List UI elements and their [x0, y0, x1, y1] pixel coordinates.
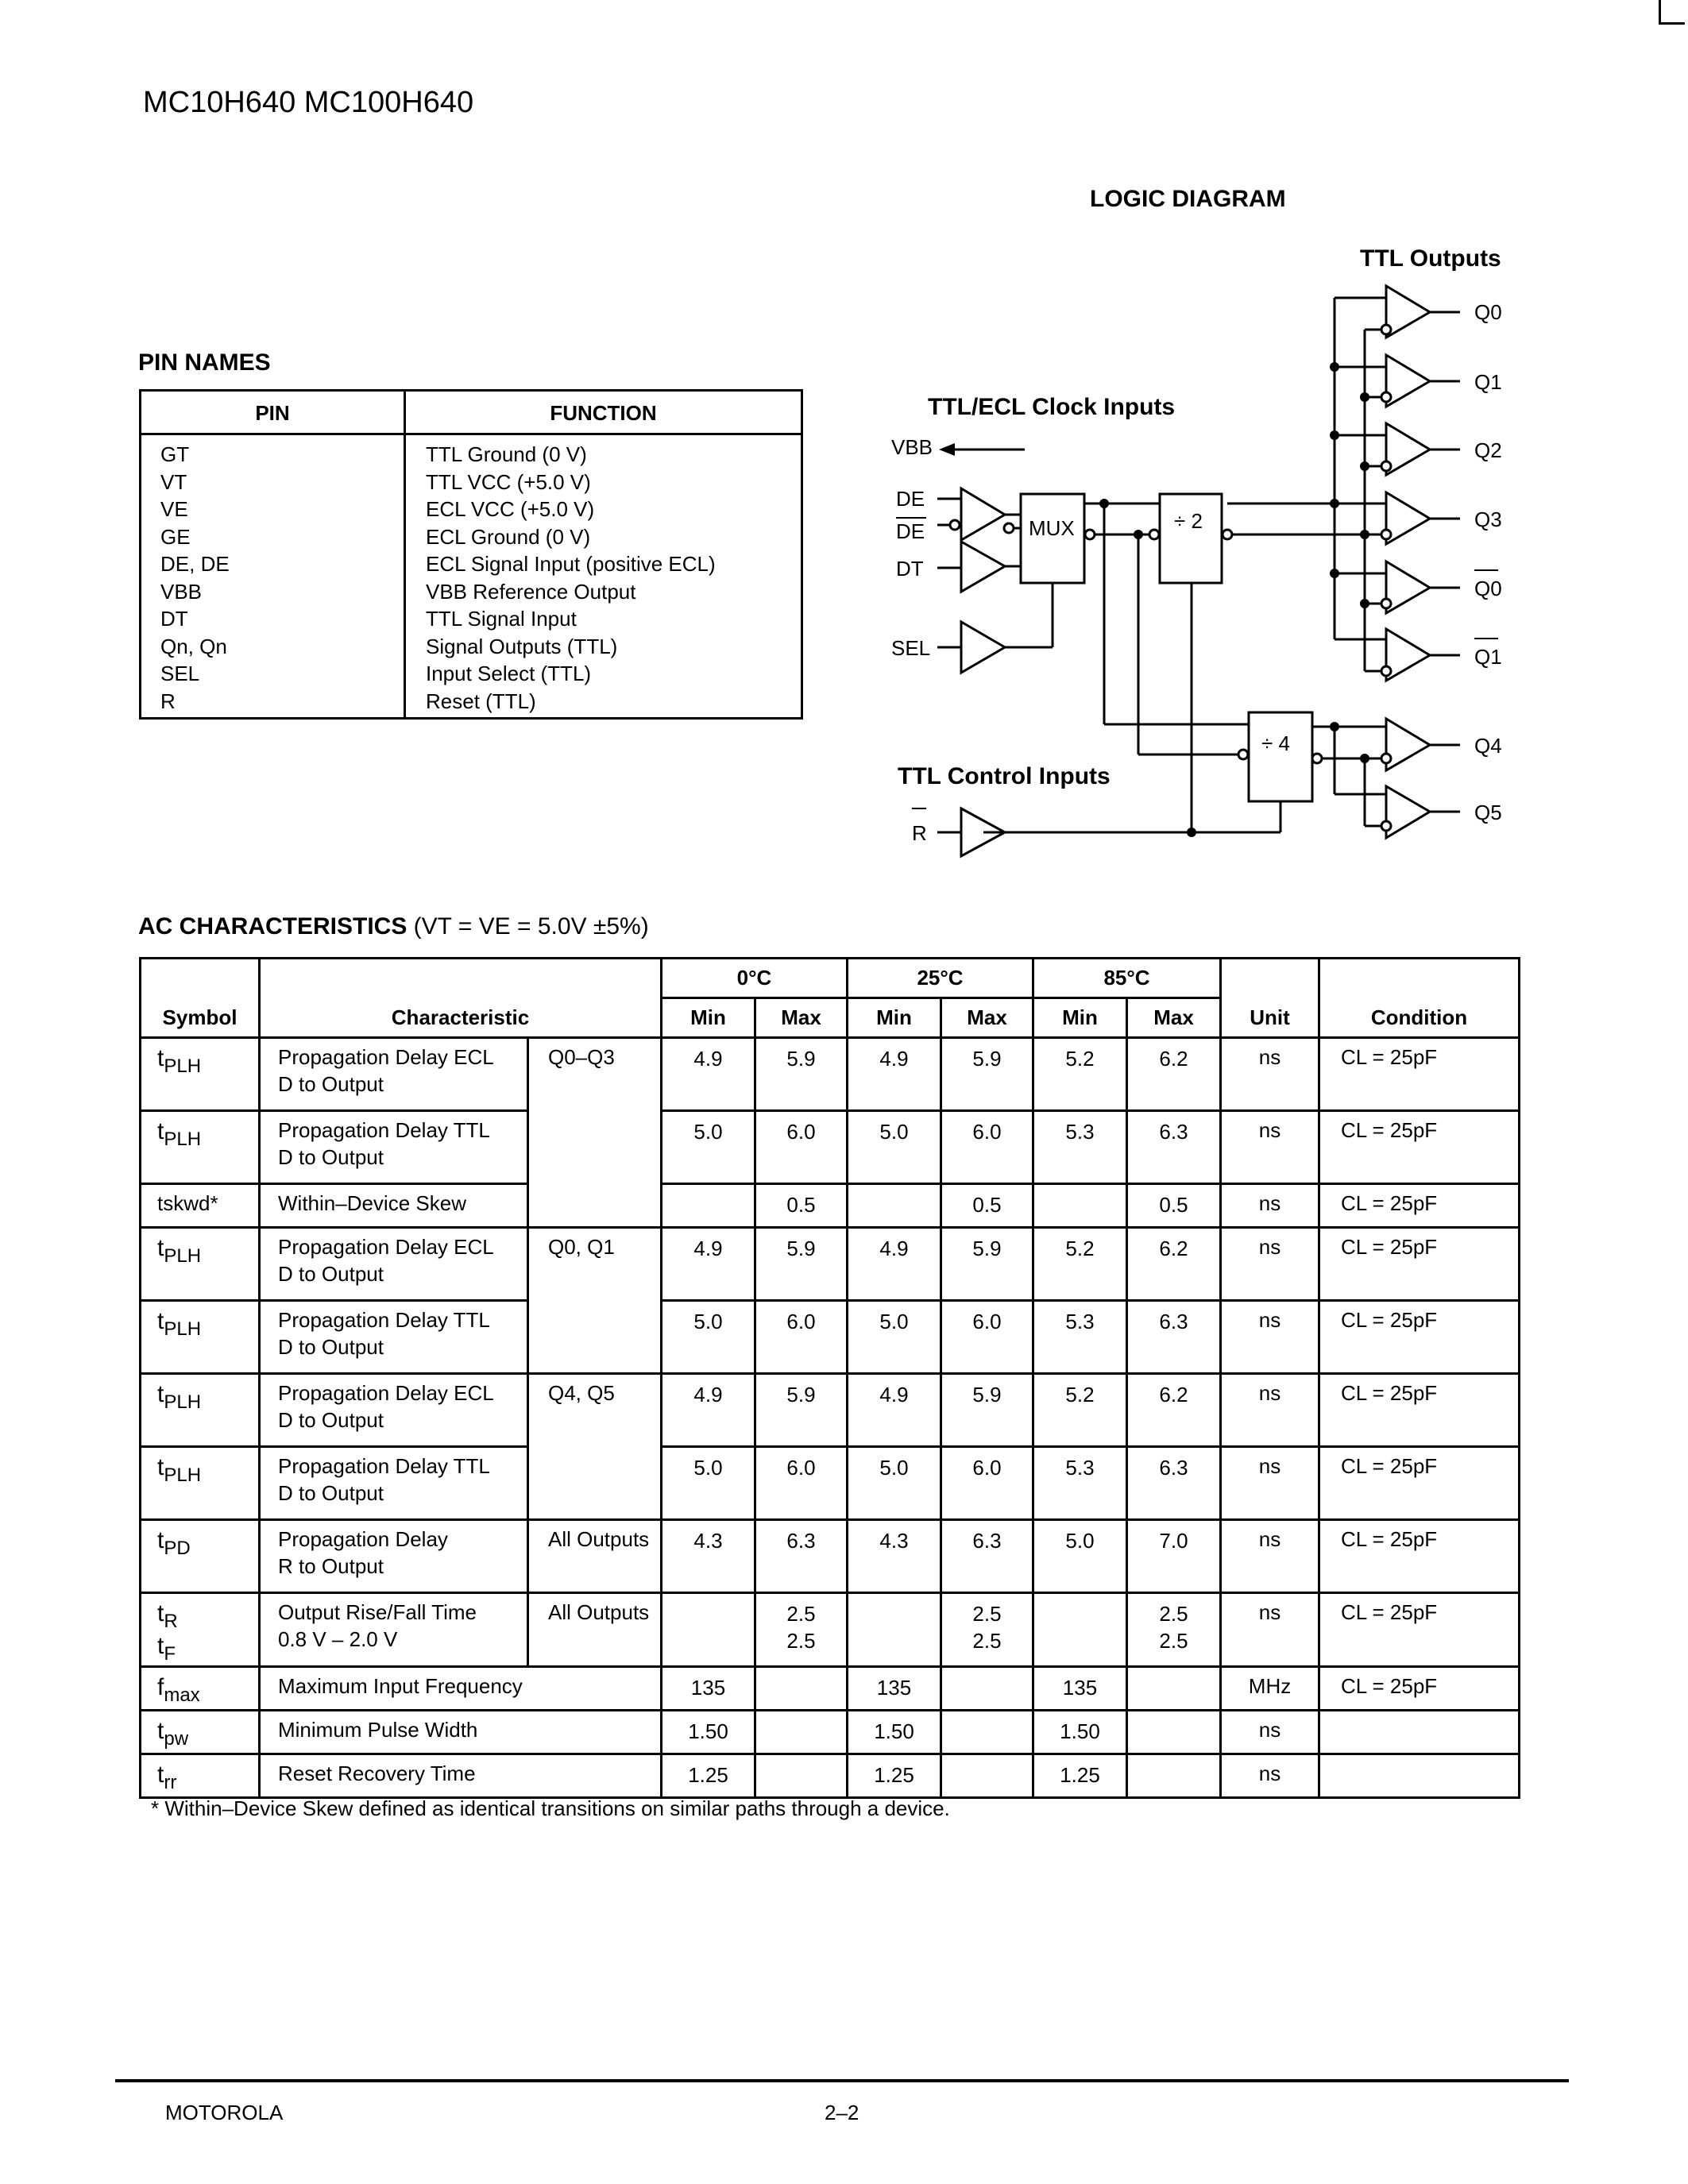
value-cell: 5.0 [848, 1447, 941, 1520]
value-cell [1033, 1184, 1127, 1228]
logic-diagram-title: LOGIC DIAGRAM [1090, 186, 1286, 212]
characteristic-cell: Propagation Delay ECL D to Output [260, 1374, 528, 1447]
div4-label: ÷ 4 [1261, 731, 1290, 755]
value-cell: 4.9 [848, 1038, 941, 1111]
pin-function: Input Select (TTL) [426, 662, 592, 685]
pin-name: VE [160, 497, 188, 521]
characteristic-cell: Propagation Delay TTL D to Output [260, 1301, 528, 1374]
characteristic-cell: Minimum Pulse Width [260, 1711, 662, 1754]
value-cell [662, 1593, 755, 1667]
q0-label: Q0 [1474, 300, 1502, 324]
table-row [141, 1520, 1520, 1593]
value-cell: 5.3 [1033, 1301, 1127, 1374]
value-cell [662, 1184, 755, 1228]
value-cell [755, 1667, 848, 1711]
value-cell: 0.5 [941, 1184, 1033, 1228]
value-cell: 6.3 [1127, 1447, 1221, 1520]
value-cell [1127, 1754, 1221, 1798]
pin-column [160, 441, 230, 715]
temp-25c-header: 25°C [848, 959, 1033, 998]
control-inputs-label: TTL Control Inputs [898, 763, 1111, 789]
unit-cell: ns [1221, 1447, 1319, 1520]
value-cell: 6.0 [755, 1111, 848, 1184]
value-cell [848, 1593, 941, 1667]
value-cell [755, 1754, 848, 1798]
characteristic-cell: Propagation Delay TTL D to Output [260, 1111, 528, 1184]
page-number: 2–2 [825, 2101, 859, 2124]
condition-cell: CL = 25pF [1319, 1228, 1520, 1301]
value-cell: 6.0 [941, 1111, 1033, 1184]
value-cell [1127, 1667, 1221, 1711]
value-cell [941, 1754, 1033, 1798]
symbol-cell: $t_{rr}$ [141, 1754, 260, 1798]
page-corner-mark [1659, 0, 1685, 25]
ttl-outputs-label: TTL Outputs [1360, 245, 1501, 272]
value-cell [848, 1184, 941, 1228]
value-cell [1127, 1711, 1221, 1754]
footnote: * Within–Device Skew defined as identical transitions on similar paths through a device. [151, 1796, 950, 1820]
value-cell: 6.2 [1127, 1228, 1221, 1301]
condition-header: Condition [1319, 959, 1520, 1038]
div2-label: ÷ 2 [1174, 509, 1203, 533]
unit-cell: ns [1221, 1184, 1319, 1228]
table-row [141, 1667, 1520, 1711]
output-group-cell: Q0–Q3 [528, 1038, 662, 1228]
de-input-label: DE [896, 487, 925, 511]
unit-cell: ns [1221, 1593, 1319, 1667]
pin-function: TTL Ground (0 V) [426, 442, 587, 466]
pin-function: Signal Outputs (TTL) [426, 634, 618, 658]
value-cell [1033, 1593, 1127, 1667]
pin-function: VBB Reference Output [426, 579, 636, 604]
symbol-cell: $t_{PLH}$ [141, 1374, 260, 1447]
symbol-cell: $f_{max}$ [141, 1667, 260, 1711]
sel-input-label: SEL [891, 636, 931, 660]
value-cell [755, 1711, 848, 1754]
characteristic-cell: Propagation Delay R to Output [260, 1520, 528, 1593]
value-cell [941, 1667, 1033, 1711]
symbol-cell: $t_{PLH}$ [141, 1228, 260, 1301]
q1-bar-label: Q1 [1474, 645, 1502, 669]
unit-cell: MHz [1221, 1667, 1319, 1711]
pin-name: VT [160, 469, 187, 494]
value-cell: 4.9 [662, 1038, 755, 1111]
table-row [141, 1374, 1520, 1447]
value-cell: 5.2 [1033, 1228, 1127, 1301]
value-cell: 6.0 [941, 1301, 1033, 1374]
dt-input-label: DT [896, 557, 924, 581]
symbol-cell: $t_{PD}$ [141, 1520, 260, 1593]
table-row [141, 1754, 1520, 1798]
value-cell: 6.3 [755, 1520, 848, 1593]
pin-name: R [160, 689, 176, 713]
pin-name: GE [160, 524, 191, 549]
pin-name: SEL [160, 662, 200, 685]
value-cell: 6.2 [1127, 1374, 1221, 1447]
ac-characteristics-title: AC CHARACTERISTICS (VT = VE = 5.0V ±5%) [138, 913, 649, 940]
temp-0c-header: 0°C [662, 959, 848, 998]
value-cell: 0.5 [1127, 1184, 1221, 1228]
symbol-cell: $t_{PLH}$ [141, 1301, 260, 1374]
table-row [141, 1038, 1520, 1111]
pin-function: ECL Ground (0 V) [426, 524, 591, 549]
value-cell: 6.0 [755, 1447, 848, 1520]
symbol-cell: $t_R$ $t_F$ [141, 1593, 260, 1667]
value-cell: 5.9 [755, 1228, 848, 1301]
ac-characteristics-table [139, 957, 1520, 1799]
value-cell: 6.3 [1127, 1301, 1221, 1374]
value-cell: 5.2 [1033, 1038, 1127, 1111]
value-cell: 1.50 [662, 1711, 755, 1754]
min-header: Min [848, 998, 941, 1038]
footer-rule [115, 2079, 1569, 2082]
value-cell: 6.0 [941, 1447, 1033, 1520]
output-group-cell: Q0, Q1 [528, 1228, 662, 1374]
pin-function: ECL Signal Input (positive ECL) [426, 552, 716, 576]
temp-85c-header: 85°C [1033, 959, 1221, 998]
table-row [141, 1111, 1520, 1184]
unit-cell: ns [1221, 1711, 1319, 1754]
value-cell: 5.9 [941, 1228, 1033, 1301]
value-cell: 1.50 [848, 1711, 941, 1754]
unit-cell: ns [1221, 1374, 1319, 1447]
symbol-cell: tskwd* [141, 1184, 260, 1228]
condition-cell: CL = 25pF [1319, 1667, 1520, 1711]
pin-names-title: PIN NAMES [138, 349, 271, 376]
value-cell: 1.25 [1033, 1754, 1127, 1798]
value-cell: 5.0 [848, 1301, 941, 1374]
output-group-cell: Q4, Q5 [528, 1374, 662, 1520]
max-header: Max [755, 998, 848, 1038]
condition-cell: CL = 25pF [1319, 1184, 1520, 1228]
value-cell: 4.9 [662, 1374, 755, 1447]
pin-name: GT [160, 442, 190, 466]
value-cell: 6.3 [941, 1520, 1033, 1593]
value-cell: 0.5 [755, 1184, 848, 1228]
unit-cell: ns [1221, 1038, 1319, 1111]
min-header: Min [1033, 998, 1127, 1038]
r-input-label: R [912, 821, 927, 845]
value-cell: 1.25 [662, 1754, 755, 1798]
table-row [141, 1711, 1520, 1754]
value-cell: 1.25 [848, 1754, 941, 1798]
characteristic-cell: Propagation Delay ECL D to Output [260, 1038, 528, 1111]
output-group-cell: All Outputs [528, 1593, 662, 1667]
value-cell: 5.9 [755, 1374, 848, 1447]
function-header: FUNCTION [550, 401, 657, 425]
value-cell: 5.3 [1033, 1447, 1127, 1520]
value-cell: 6.3 [1127, 1111, 1221, 1184]
symbol-cell: $t_{PLH}$ [141, 1038, 260, 1111]
value-cell: 5.0 [662, 1111, 755, 1184]
table-row [141, 1301, 1520, 1374]
min-header: Min [662, 998, 755, 1038]
max-header: Max [941, 998, 1033, 1038]
value-cell: 7.0 [1127, 1520, 1221, 1593]
value-cell: 5.0 [1033, 1520, 1127, 1593]
unit-cell: ns [1221, 1520, 1319, 1593]
value-cell: 4.3 [848, 1520, 941, 1593]
value-cell: 135 [848, 1667, 941, 1711]
condition-cell [1319, 1754, 1520, 1798]
value-cell: 5.0 [662, 1301, 755, 1374]
q3-label: Q3 [1474, 507, 1502, 531]
pin-function: Reset (TTL) [426, 689, 536, 713]
value-cell: 5.2 [1033, 1374, 1127, 1447]
vbb-label: VBB [891, 435, 933, 459]
output-group-cell: All Outputs [528, 1520, 662, 1593]
symbol-header: Symbol [141, 959, 260, 1038]
characteristic-cell: Propagation Delay TTL D to Output [260, 1447, 528, 1520]
pin-function: TTL Signal Input [426, 607, 577, 631]
symbol-cell: $t_{PLH}$ [141, 1447, 260, 1520]
footer-brand: MOTOROLA [165, 2101, 284, 2124]
condition-cell: CL = 25pF [1319, 1447, 1520, 1520]
table-row [141, 1228, 1520, 1301]
pin-header: PIN [255, 401, 290, 425]
condition-cell: CL = 25pF [1319, 1038, 1520, 1111]
value-cell: 6.0 [755, 1301, 848, 1374]
table-row [141, 1184, 1520, 1228]
max-header: Max [1127, 998, 1221, 1038]
value-cell: 2.5 2.5 [755, 1593, 848, 1667]
characteristic-cell: Maximum Input Frequency [260, 1667, 662, 1711]
value-cell: 2.5 2.5 [941, 1593, 1033, 1667]
table-row [141, 1447, 1520, 1520]
pin-name: DE, DE [160, 552, 230, 576]
value-cell: 5.0 [662, 1447, 755, 1520]
pin-function: ECL VCC (+5.0 V) [426, 497, 595, 521]
characteristic-cell: Reset Recovery Time [260, 1754, 662, 1798]
pin-names-table [139, 389, 803, 720]
unit-cell: ns [1221, 1111, 1319, 1184]
q4-label: Q4 [1474, 734, 1502, 758]
logic-diagram [882, 183, 1533, 866]
pin-name: Qn, Qn [160, 634, 227, 658]
value-cell: 5.0 [848, 1111, 941, 1184]
value-cell: 135 [662, 1667, 755, 1711]
value-cell: 5.9 [755, 1038, 848, 1111]
value-cell: 6.2 [1127, 1038, 1221, 1111]
condition-cell: CL = 25pF [1319, 1111, 1520, 1184]
condition-cell [1319, 1711, 1520, 1754]
unit-header: Unit [1221, 959, 1319, 1038]
symbol-cell: $t_{pw}$ [141, 1711, 260, 1754]
characteristic-cell: Output Rise/Fall Time 0.8 V – 2.0 V [260, 1593, 528, 1667]
condition-cell: CL = 25pF [1319, 1301, 1520, 1374]
value-cell: 4.9 [662, 1228, 755, 1301]
unit-cell: ns [1221, 1228, 1319, 1301]
condition-cell: CL = 25pF [1319, 1593, 1520, 1667]
q2-label: Q2 [1474, 438, 1502, 462]
value-cell: 1.50 [1033, 1711, 1127, 1754]
table-row [141, 1593, 1520, 1667]
pin-function: TTL VCC (+5.0 V) [426, 469, 591, 494]
clock-inputs-label: TTL/ECL Clock Inputs [928, 394, 1176, 420]
q1-label: Q1 [1474, 370, 1502, 394]
value-cell: 5.3 [1033, 1111, 1127, 1184]
symbol-cell: $t_{PLH}$ [141, 1111, 260, 1184]
value-cell: 135 [1033, 1667, 1127, 1711]
condition-cell: CL = 25pF [1319, 1520, 1520, 1593]
characteristic-cell: Within–Device Skew [260, 1184, 528, 1228]
de-bar-input-label: DE [896, 519, 925, 543]
q0-bar-label: Q0 [1474, 577, 1502, 600]
value-cell [941, 1711, 1033, 1754]
pin-name: DT [160, 607, 188, 631]
characteristic-cell: Propagation Delay ECL D to Output [260, 1228, 528, 1301]
condition-cell: CL = 25pF [1319, 1374, 1520, 1447]
value-cell: 4.3 [662, 1520, 755, 1593]
value-cell: 4.9 [848, 1374, 941, 1447]
characteristic-header: Characteristic [260, 959, 662, 1038]
value-cell: 2.5 2.5 [1127, 1593, 1221, 1667]
q5-label: Q5 [1474, 801, 1502, 824]
pin-name: VBB [160, 579, 203, 604]
document-title: MC10H640 MC100H640 [143, 86, 474, 119]
mux-label: MUX [1029, 516, 1075, 540]
unit-cell: ns [1221, 1754, 1319, 1798]
unit-cell: ns [1221, 1301, 1319, 1374]
value-cell: 4.9 [848, 1228, 941, 1301]
value-cell: 5.9 [941, 1374, 1033, 1447]
function-column [426, 441, 716, 715]
value-cell: 5.9 [941, 1038, 1033, 1111]
